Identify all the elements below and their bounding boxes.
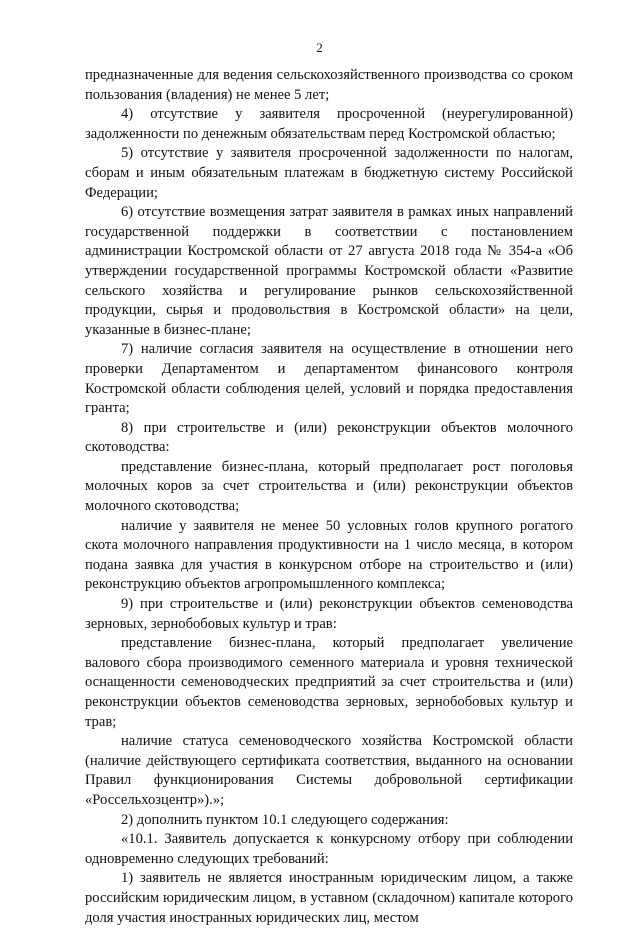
- paragraph-clause-10-1: «10.1. Заявитель допускается к конкурсному отбору при соблюдении одновременно следующих требований:: [85, 831, 573, 867]
- paragraph-item-8-business-plan: представление бизнес-плана, который предполагает рост поголовья молочных коров за счет строительства и (или) реконструкции объектов молочного скотоводства;: [85, 458, 573, 515]
- paragraph-item-8-livestock: наличие у заявителя не менее 50 условных голов крупного рогатого скота молочного направления продуктивности на 1 число месяца, в котором подана заявка для участия в конкурсном отборе на строительство и (или) реконструкцию объектов агропромышленного комплекса;: [85, 517, 573, 593]
- paragraph-continuation: предназначенные для ведения сельскохозяйственного производства со сроком пользования (владения) не менее 5 лет;: [85, 67, 573, 103]
- paragraph-clause-10-1-item-1: 1) заявитель не является иностранным юридическим лицом, а также российским юридическим лицом, в уставном (складочном) капитале которого доля участия иностранных юридических лиц, местом: [85, 870, 573, 926]
- page-number: 2: [316, 40, 323, 55]
- paragraph-amendment-2: 2) дополнить пунктом 10.1 следующего содержания:: [121, 811, 449, 828]
- paragraph-item-7: 7) наличие согласия заявителя на осуществление в отношении него проверки Департаментом и департаментом финансового контроля Костромской области соблюдения целей, условий и порядка предоставления гранта;: [85, 341, 573, 417]
- paragraph-item-5: 5) отсутствие у заявителя просроченной задолженности по налогам, сборам и иным обязательным платежам в бюджетную систему Российской Федерации;: [85, 145, 573, 201]
- paragraph-item-6: 6) отсутствие возмещения затрат заявителя в рамках иных направлений государственной поддержки в соответствии с постановлением администрации Костромской области от 27 августа 2018 года № 354-а «Об утверждении государственной программы Костромской области «Развитие сельского хозяйства и регулирование рынков сельскохозяйственной продукции, сырья и продовольствия в Костромской области» на цели, указанные в бизнес-плане;: [85, 204, 573, 338]
- paragraph-item-4: 4) отсутствие у заявителя просроченной (неурегулированной) задолженности по денежным обязательствам перед Костромской областью;: [85, 106, 573, 142]
- paragraph-item-9-business-plan: представление бизнес-плана, который предполагает увеличение валового сбора производимого семенного материала и уровня технической оснащенности семеноводческих предприятий за счет строительства и (или) реконструкции объектов семеноводства зерновых, зернобобовых культур и трав;: [85, 635, 573, 730]
- paragraph-item-9-seed-status: наличие статуса семеноводческого хозяйства Костромской области (наличие действующего сертификата соответствия, выданного на основании Правил функционирования Системы добровольной сертификации «Россельхозцентр»).»;: [85, 733, 573, 808]
- document-body: [85, 66, 573, 928]
- paragraph-item-8: 8) при строительстве и (или) реконструкции объектов молочного скотоводства:: [85, 419, 573, 456]
- paragraph-item-9: 9) при строительстве и (или) реконструкции объектов семеноводства зерновых, зернобобовых культур и трав:: [85, 596, 573, 632]
